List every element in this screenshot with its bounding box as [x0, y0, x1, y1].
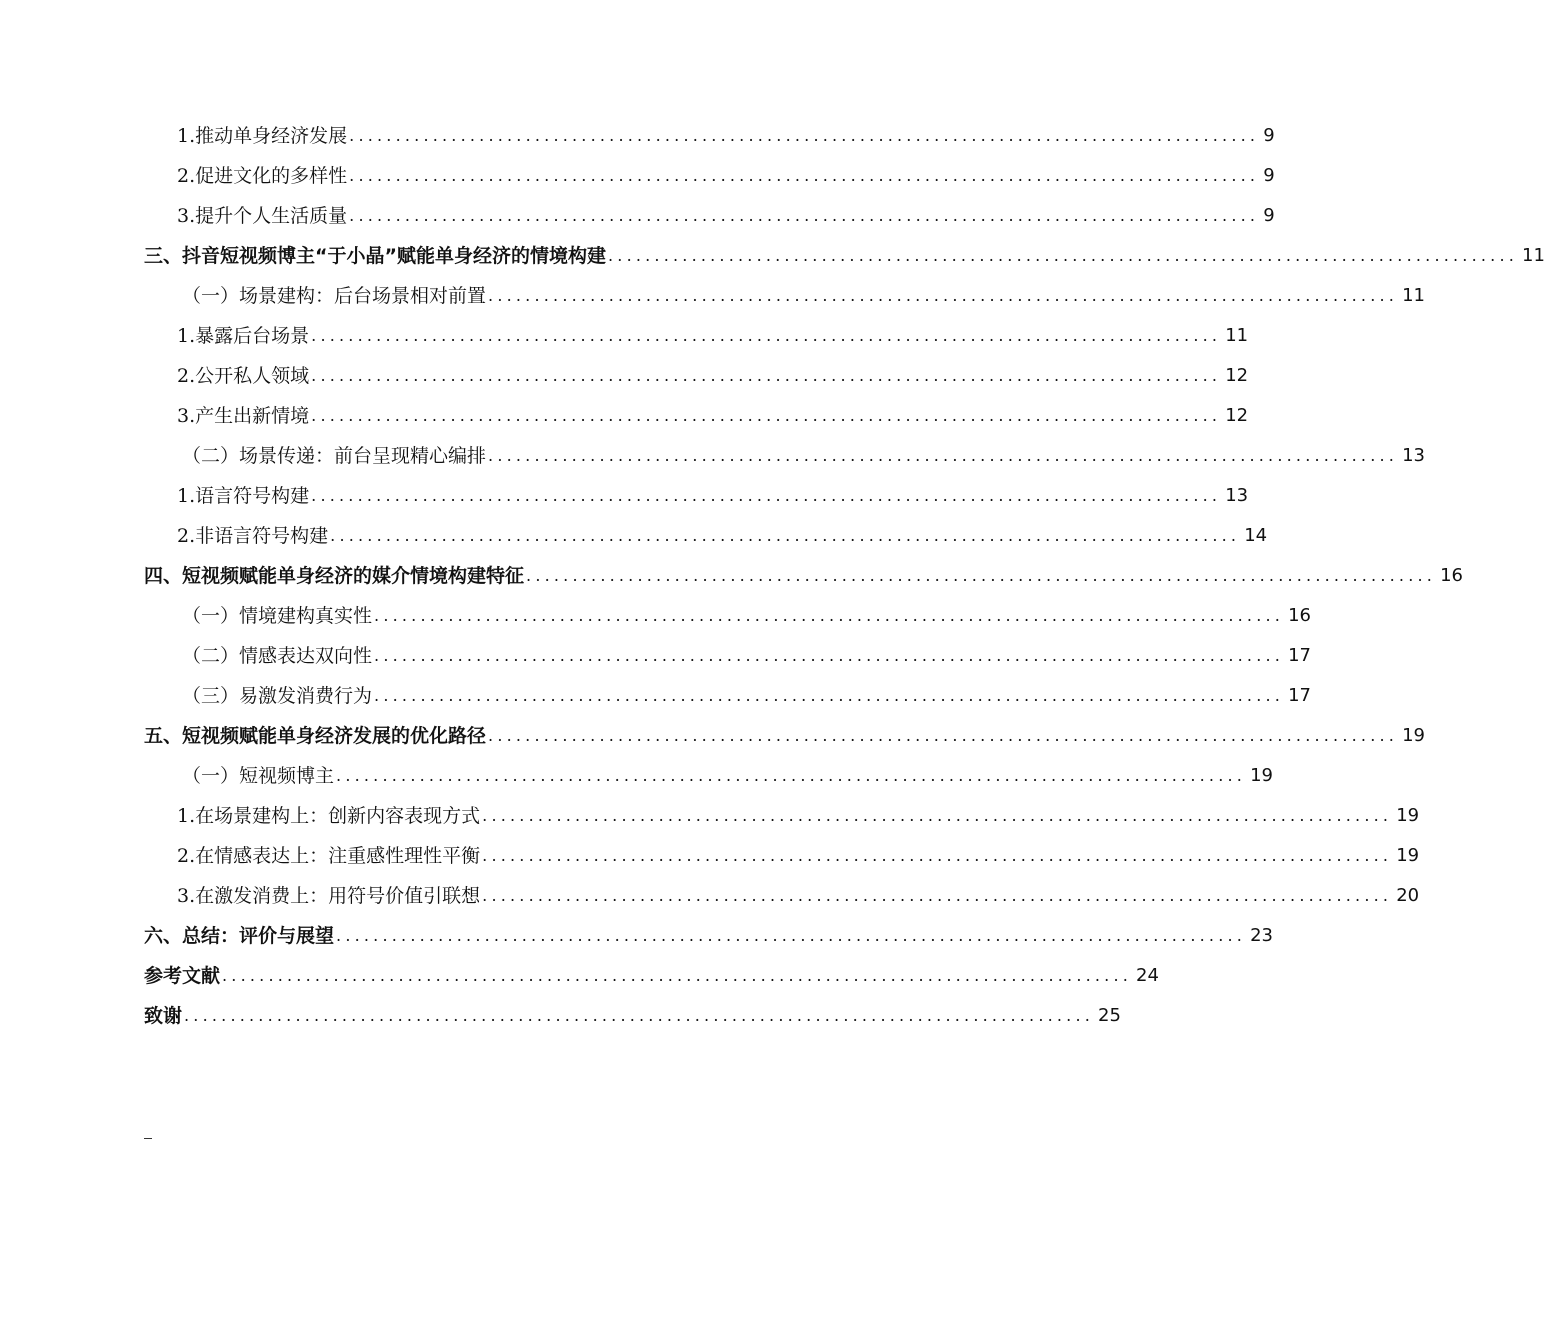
toc-entry-title: 促进文化的多样性: [195, 165, 348, 187]
toc-entry-page: 13: [1402, 445, 1425, 466]
toc-entry-page: 16: [1440, 565, 1463, 586]
dot-leader: ..................................................................................................: [349, 166, 1260, 185]
toc-entry-title: 推动单身经济发展: [195, 125, 348, 147]
toc-entry-number: （一）: [182, 605, 240, 627]
dot-leader: ..................................................................................................: [222, 966, 1133, 985]
toc-entry-title: 非语言符号构建: [195, 525, 329, 547]
toc-entry-page: 17: [1288, 645, 1311, 666]
dot-leader: ..................................................................................................: [311, 486, 1222, 505]
toc-entry-title: 情感表达双向性: [239, 645, 373, 667]
dot-leader: ..................................................................................................: [311, 366, 1222, 385]
dot-leader: ..................................................................................................: [482, 806, 1393, 825]
toc-entry-number: （一）: [182, 765, 240, 787]
toc-entry-number: 2.: [177, 365, 196, 387]
dot-leader: ..................................................................................................: [482, 846, 1393, 865]
toc-entry[interactable]: [0, 876, 1420, 916]
dot-leader: ..................................................................................................: [482, 886, 1393, 905]
toc-entry[interactable]: [0, 196, 1275, 236]
toc-entry[interactable]: [0, 716, 1425, 756]
toc-entry-page: 19: [1396, 805, 1420, 826]
dot-leader: ..................................................................................................: [488, 726, 1399, 745]
toc-entry[interactable]: [0, 596, 1311, 636]
toc-entry-page: 24: [1136, 965, 1159, 986]
toc-entry-title: 场景传递：前台呈现精心编排: [239, 445, 487, 467]
toc-entry[interactable]: [0, 956, 1159, 996]
toc-entry-number: （一）: [182, 285, 240, 307]
dot-leader: ..................................................................................................: [349, 126, 1260, 145]
toc-entry-title: 在场景建构上：创新内容表现方式: [195, 805, 481, 827]
dot-leader: ..................................................................................................: [336, 766, 1247, 785]
toc-entry-title: 易激发消费行为: [239, 685, 373, 707]
toc-entry-number: 三、: [144, 245, 183, 267]
dot-leader: ..................................................................................................: [374, 606, 1285, 625]
toc-entry-page: 12: [1225, 365, 1249, 386]
toc-entry-title: 提升个人生活质量: [195, 205, 348, 227]
toc-entry-title: 产生出新情境: [195, 405, 310, 427]
toc-entry-title: 在情感表达上：注重感性理性平衡: [195, 845, 481, 867]
toc-entry-page: 11: [1225, 325, 1249, 346]
toc-entry-page: 11: [1402, 285, 1425, 306]
toc-entry[interactable]: [0, 236, 1545, 276]
toc-entry[interactable]: [0, 516, 1268, 556]
toc-entry-page: 23: [1250, 925, 1273, 946]
toc-entry[interactable]: [0, 436, 1425, 476]
toc-entry-page: 19: [1250, 765, 1273, 786]
toc-entry-number: 1.: [177, 485, 196, 507]
toc-entry-title: 短视频赋能单身经济的媒介情境构建特征: [182, 565, 525, 587]
toc-entry-number: 2.: [177, 845, 196, 867]
toc-entry[interactable]: [0, 996, 1121, 1036]
dot-leader: ..................................................................................................: [488, 286, 1399, 305]
toc-entry-title: 语言符号构建: [195, 485, 310, 507]
toc-entry-page: 13: [1225, 485, 1249, 506]
dot-leader: ..................................................................................................: [488, 446, 1399, 465]
toc-entry-title: 情境建构真实性: [239, 605, 373, 627]
toc-entry-title: 场景建构：后台场景相对前置: [239, 285, 487, 307]
toc-entry-number: 3.: [177, 885, 196, 907]
toc-entry[interactable]: [0, 276, 1425, 316]
toc-entry-page: 19: [1402, 725, 1425, 746]
dot-leader: ..................................................................................................: [374, 686, 1285, 705]
toc-entry-title: 公开私人领域: [195, 365, 310, 387]
toc-entry[interactable]: [0, 836, 1420, 876]
toc-entry[interactable]: [0, 476, 1249, 516]
toc-entry-page: 12: [1225, 405, 1249, 426]
toc-entry-title: 总结：评价与展望: [182, 925, 335, 947]
toc-entry-number: 四、: [144, 565, 183, 587]
toc-entry[interactable]: [0, 396, 1249, 436]
toc-entry-page: 11: [1522, 245, 1545, 266]
table-of-contents: [0, 116, 1545, 1036]
toc-entry[interactable]: [0, 796, 1420, 836]
dot-leader: ..................................................................................................: [311, 406, 1222, 425]
toc-entry-page: 25: [1098, 1005, 1121, 1026]
dot-leader: ..................................................................................................: [608, 246, 1519, 265]
toc-entry-page: 16: [1288, 605, 1311, 626]
toc-entry-page: 19: [1396, 845, 1420, 866]
toc-entry-number: 1.: [177, 325, 196, 347]
toc-entry-number: 五、: [144, 725, 183, 747]
toc-entry-page: 9: [1263, 205, 1275, 226]
toc-entry[interactable]: [0, 676, 1311, 716]
toc-entry-page: 20: [1396, 885, 1420, 906]
toc-entry-title: 抖音短视频博主“于小晶”赋能单身经济的情境构建: [182, 245, 606, 267]
toc-entry-title: 在激发消费上：用符号价值引联想: [195, 885, 481, 907]
dot-leader: ..................................................................................................: [374, 646, 1285, 665]
dot-leader: ..................................................................................................: [311, 326, 1222, 345]
toc-entry[interactable]: [0, 116, 1275, 156]
toc-entry[interactable]: [0, 156, 1275, 196]
toc-entry-number: 3.: [177, 205, 196, 227]
footer-mark: [144, 1138, 152, 1139]
dot-leader: ..................................................................................................: [336, 926, 1247, 945]
toc-entry-title: 致谢: [144, 1005, 183, 1027]
toc-entry-page: 9: [1263, 165, 1275, 186]
toc-entry[interactable]: [0, 916, 1273, 956]
toc-entry-number: （三）: [182, 685, 240, 707]
dot-leader: ..................................................................................................: [526, 566, 1437, 585]
dot-leader: ..................................................................................................: [184, 1006, 1095, 1025]
toc-entry-number: 2.: [177, 525, 196, 547]
toc-entry-title: 短视频赋能单身经济发展的优化路径: [182, 725, 487, 747]
toc-entry[interactable]: [0, 556, 1463, 596]
toc-entry-title: 参考文献: [144, 965, 221, 987]
toc-entry-number: 1.: [177, 125, 196, 147]
toc-entry[interactable]: [0, 636, 1311, 676]
toc-entry[interactable]: [0, 756, 1273, 796]
dot-leader: ..................................................................................................: [349, 206, 1260, 225]
toc-entry[interactable]: [0, 316, 1249, 356]
toc-entry-title: 短视频博主: [239, 765, 335, 787]
dot-leader: ..................................................................................................: [330, 526, 1241, 545]
toc-entry-number: 六、: [144, 925, 183, 947]
toc-entry-page: 14: [1244, 525, 1268, 546]
toc-entry-page: 17: [1288, 685, 1311, 706]
toc-entry-number: 1.: [177, 805, 196, 827]
toc-entry-number: （二）: [182, 445, 240, 467]
toc-entry[interactable]: [0, 356, 1249, 396]
toc-entry-number: 2.: [177, 165, 196, 187]
toc-entry-number: （二）: [182, 645, 240, 667]
toc-entry-page: 9: [1263, 125, 1275, 146]
toc-entry-number: 3.: [177, 405, 196, 427]
toc-entry-title: 暴露后台场景: [195, 325, 310, 347]
